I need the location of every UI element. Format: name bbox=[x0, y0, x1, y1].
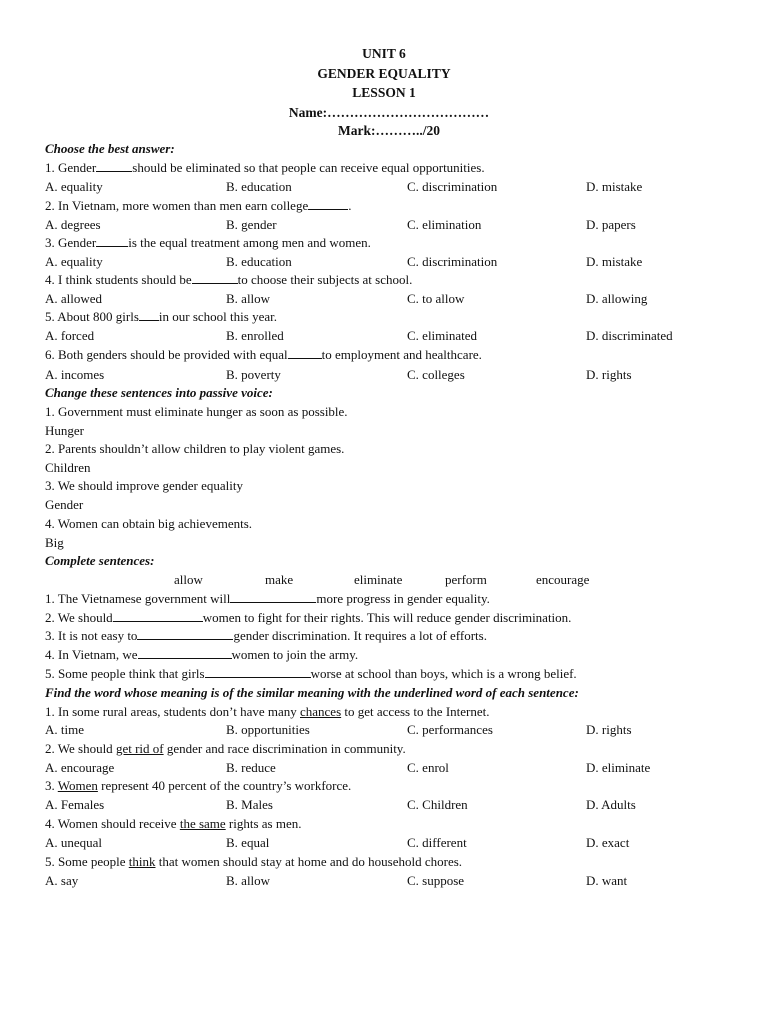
answer-blank[interactable] bbox=[230, 589, 316, 603]
option[interactable]: D. allowing bbox=[586, 291, 648, 306]
option[interactable]: A. say bbox=[45, 873, 79, 888]
option[interactable]: B. gender bbox=[226, 217, 277, 232]
lesson-title: LESSON 1 bbox=[352, 85, 416, 100]
option[interactable]: B. education bbox=[226, 179, 292, 194]
option[interactable]: A. Females bbox=[45, 797, 105, 812]
option[interactable]: A. allowed bbox=[45, 291, 103, 306]
answer-blank[interactable] bbox=[139, 307, 159, 321]
options-row bbox=[45, 289, 728, 308]
answer-blank[interactable] bbox=[192, 270, 238, 284]
option[interactable]: C. colleges bbox=[407, 367, 465, 382]
option[interactable]: B. education bbox=[226, 254, 292, 269]
underlined-word: the same bbox=[179, 816, 226, 831]
question: 5. Some people think that girls worse at school than boys, which is a wrong belief. bbox=[45, 666, 577, 681]
answer-blank[interactable] bbox=[205, 664, 311, 678]
question: 6. Both genders should be provided with equal to employment and healthcare. bbox=[45, 347, 482, 362]
question: 5. Some people think that women should stay at home and do household chores. bbox=[45, 854, 463, 869]
option[interactable]: C. eliminated bbox=[407, 328, 478, 343]
underlined-word: chances bbox=[300, 704, 342, 719]
question: 3. Women represent 40 percent of the country’s workforce. bbox=[45, 778, 352, 793]
mark-field: Mark:………../20 bbox=[338, 123, 440, 138]
option[interactable]: C. performances bbox=[407, 722, 493, 737]
word-bank-item: eliminate bbox=[354, 572, 403, 587]
options-row bbox=[45, 326, 728, 345]
option[interactable]: B. allow bbox=[226, 873, 271, 888]
option[interactable]: A. time bbox=[45, 722, 84, 737]
options-row bbox=[45, 871, 728, 890]
rewrite-line[interactable] bbox=[45, 495, 728, 514]
rewrite-start: Big bbox=[45, 535, 64, 550]
rewrite-start: Children bbox=[45, 460, 91, 475]
sentence: 1. Government must eliminate hunger as soon as possible. bbox=[45, 404, 348, 419]
underlined-word: think bbox=[128, 854, 156, 869]
topic-title: GENDER EQUALITY bbox=[317, 66, 451, 81]
sentence: 4. Women can obtain big achievements. bbox=[45, 516, 253, 531]
option[interactable]: D. discriminated bbox=[586, 328, 673, 343]
option[interactable]: B. poverty bbox=[226, 367, 281, 382]
answer-blank[interactable] bbox=[96, 158, 132, 172]
rewrite-start: Gender bbox=[45, 497, 84, 512]
section-title-complete: Complete sentences: bbox=[45, 553, 155, 568]
question: 2. In Vietnam, more women than men earn college . bbox=[45, 198, 352, 213]
options-row bbox=[45, 720, 728, 739]
option[interactable]: A. equality bbox=[45, 179, 103, 194]
options-row bbox=[45, 177, 728, 196]
rewrite-line[interactable] bbox=[45, 421, 728, 440]
option[interactable]: B. reduce bbox=[226, 760, 276, 775]
section-title-choose: Choose the best answer: bbox=[45, 141, 175, 156]
option[interactable]: D. Adults bbox=[586, 797, 636, 812]
question: 1. In some rural areas, students don’t have many chances to get access to the Internet. bbox=[45, 704, 490, 719]
option[interactable]: A. equality bbox=[45, 254, 103, 269]
options-row bbox=[45, 215, 728, 234]
option[interactable]: C. elimination bbox=[407, 217, 482, 232]
question: 2. We should get rid of gender and race discrimination in community. bbox=[45, 741, 406, 756]
option[interactable]: C. to allow bbox=[407, 291, 465, 306]
answer-blank[interactable] bbox=[113, 608, 203, 622]
option[interactable]: B. opportunities bbox=[226, 722, 310, 737]
answer-blank[interactable] bbox=[138, 645, 232, 659]
word-bank bbox=[45, 570, 728, 589]
underlined-word: Women bbox=[57, 778, 98, 793]
option[interactable]: D. mistake bbox=[586, 254, 643, 269]
option[interactable]: D. eliminate bbox=[586, 760, 651, 775]
option[interactable]: D. rights bbox=[586, 722, 632, 737]
sentence: 3. We should improve gender equality bbox=[45, 478, 244, 493]
answer-blank[interactable] bbox=[288, 345, 322, 359]
options-row bbox=[45, 365, 728, 384]
rewrite-start: Hunger bbox=[45, 423, 84, 438]
answer-blank[interactable] bbox=[96, 233, 128, 247]
question: 5. About 800 girls in our school this year. bbox=[45, 309, 277, 324]
section-title-similar: Find the word whose meaning is of the similar meaning with the underlined word of each sentence: bbox=[45, 685, 579, 700]
options-row bbox=[45, 833, 728, 852]
option[interactable]: B. Males bbox=[226, 797, 273, 812]
word-bank-item: make bbox=[265, 572, 294, 587]
option[interactable]: A. unequal bbox=[45, 835, 103, 850]
option[interactable]: B. equal bbox=[226, 835, 270, 850]
question: 1. Gender should be eliminated so that people can receive equal opportunities. bbox=[45, 160, 485, 175]
option[interactable]: C. different bbox=[407, 835, 467, 850]
word-bank-item: perform bbox=[445, 572, 487, 587]
option[interactable]: B. enrolled bbox=[226, 328, 284, 343]
question: 4. I think students should be to choose their subjects at school. bbox=[45, 272, 413, 287]
option[interactable]: D. exact bbox=[586, 835, 630, 850]
option[interactable]: A. encourage bbox=[45, 760, 115, 775]
option[interactable]: C. discrimination bbox=[407, 179, 498, 194]
option[interactable]: D. want bbox=[586, 873, 628, 888]
question: 1. The Vietnamese government will more progress in gender equality. bbox=[45, 591, 490, 606]
option[interactable]: B. allow bbox=[226, 291, 271, 306]
option[interactable]: D. mistake bbox=[586, 179, 643, 194]
option[interactable]: A. incomes bbox=[45, 367, 105, 382]
option[interactable]: C. suppose bbox=[407, 873, 465, 888]
question: 2. We should women to fight for their rights. This will reduce gender discrimination. bbox=[45, 610, 572, 625]
answer-blank[interactable] bbox=[137, 626, 233, 640]
options-row bbox=[45, 795, 728, 814]
sentence: 2. Parents shouldn’t allow children to play violent games. bbox=[45, 441, 345, 456]
option[interactable]: A. degrees bbox=[45, 217, 101, 232]
underlined-word: get rid of bbox=[115, 741, 164, 756]
unit-title: UNIT 6 bbox=[362, 46, 406, 61]
word-bank-item: allow bbox=[174, 572, 203, 587]
word-bank-item: encourage bbox=[536, 572, 590, 587]
name-field[interactable]: Name:……………………………… bbox=[288, 105, 490, 120]
option[interactable]: A. forced bbox=[45, 328, 95, 343]
option[interactable]: C. discrimination bbox=[407, 254, 498, 269]
rewrite-line[interactable] bbox=[45, 533, 728, 552]
question: 3. It is not easy to gender discrimination. It requires a lot of efforts. bbox=[45, 628, 487, 643]
option[interactable]: C. Children bbox=[407, 797, 468, 812]
options-row bbox=[45, 252, 728, 271]
option[interactable]: C. enrol bbox=[407, 760, 449, 775]
answer-blank[interactable] bbox=[308, 196, 348, 210]
options-row bbox=[45, 758, 728, 777]
option[interactable]: D. papers bbox=[586, 217, 636, 232]
section-title-passive: Change these sentences into passive voice: bbox=[45, 385, 273, 400]
option[interactable]: D. rights bbox=[586, 367, 632, 382]
question: 4. Women should receive the same rights as men. bbox=[45, 816, 302, 831]
question: 4. In Vietnam, we women to join the army. bbox=[45, 647, 359, 662]
rewrite-line[interactable] bbox=[45, 458, 728, 477]
question: 3. Gender is the equal treatment among men and women. bbox=[45, 235, 371, 250]
